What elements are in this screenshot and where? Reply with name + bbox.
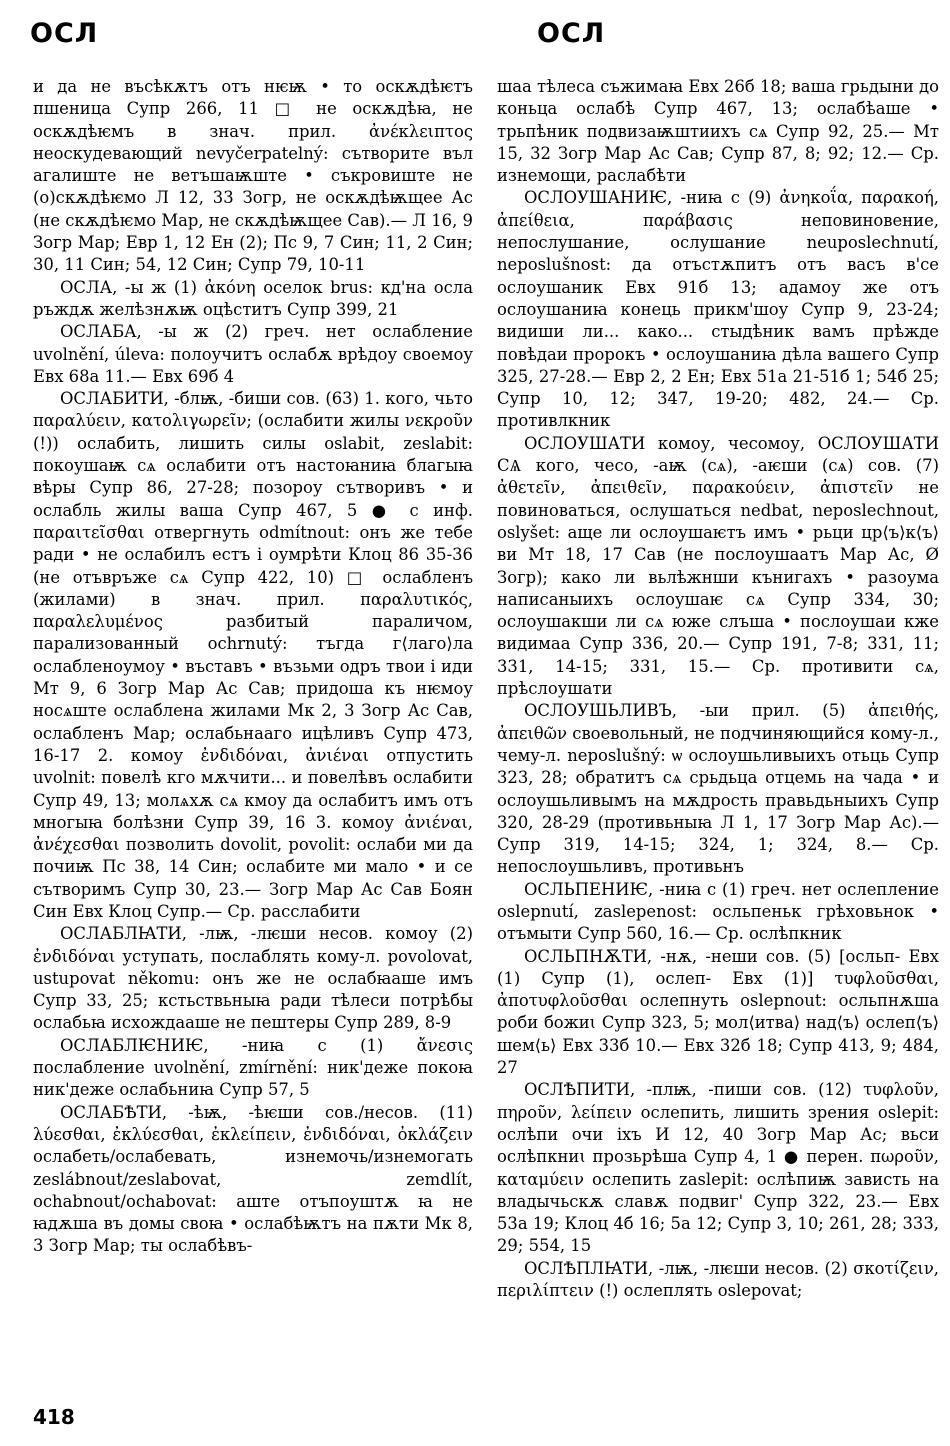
entry-oslepiti: ОСЛѢПИТИ, -плѭ, -пиши сов. (12) τυφλοῦν, πηροῦν, λείπειν ослепить, лишить зрения oslepit: ослѣпи очи іхъ И 12, 40 Зогр Мар Ас; вьси ослѣпкниꙇ прозьрѣша Супр 4, 1 ● перен. πωροῦν, καταμύειν ослепить zaslepit: ослѣпиѭ зависть на владычьскѫ славѫ подвиг' Супр 322, 23.— Евх 53а 19; Клоц 4б 16; 5а 12; Супр 3, 10; 261, 28; 333, 29; 554, 15 [497,1080,939,1256]
page-number: 418 [33,1405,75,1429]
entry-oslabljati: ОСЛАБЛꙖТИ, -лѭ, -лѥши несов. комоу (2) ἐνδιδόναι уступать, послаблять кому-л. povolovat, ustupovat někomu: онъ же не ослабꙗаше имъ Супр 33, 25; кстьствьныꙗ ради тѣлеси потрѣбы ослабьꙗ исхождааше не пештеры Супр 289, 8-9 [33,924,473,1033]
entry-oslepljati: ОСЛѢПЛꙖТИ, -лѭ, -лѥши несов. (2) σκοτίζειν, περιλίπτειν (!) ослеплять oslepovat; [497,1258,939,1301]
entry-oslabeti: ОСЛАБѢТИ, -ѣѭ, -ѣѥши сов./несов. (11) λύεσθαι, ἐκλύεσθαι, ἐκλείπειν, ἐνδιδόναι, ὀκλάζειν ослабеть/ослабевать, изнемочь/изнемогать zeslábnout/zeslabovat, zemdlít, ochabnout/ochabovat: аште отъпоуштѫ ꙗ не ꙗдѫша въ домы своꙗ • ослабѣѭтъ на пѫти Мк 8, 3 Зогр Мар; ты ослабѣвъ- [33,1102,473,1256]
entry-osla: ОСЛА, -ы ж (1) ἀκόνη оселок brus: кд'на осла ръждѫ желѣзнѫѭ оцѣститъ Супр 399, 21 [33,277,473,319]
entry-oslushati: ОСЛОУШАТИ комоу, чесомоу, ОСЛОУШАТИ СѦ кого, чесо, -аѭ (сѧ), -аѥши (сѧ) сов. (7) ἀθετεῖν, ἀπειθεῖν, παρακούειν, ἀπιστεῖν не повиноваться, ослушаться nedbat, neposlechnout, oslyšet: аще ли ослоушаѥтъ имъ • рьци цр⟨ъ⟩к⟨ъ⟩ви Мт 18, 17 Сав (не послоушаатъ Мар Ас, Ø Зогр); како ли вьлѣжнши кънигахъ • разоума написаныихъ ослоушаѥ сѧ Супр 334, 30; ослоушакши ли сѧ юже слъша • послоушаи кже видимаа Супр 336, 20.— Супр 191, 7-8; 331, 11; 331, 14-15; 331, 15.— Ср. противити сѧ, прѣслоушати [497,433,939,699]
entry-oslpnuti: ОСЛЬПНѪТИ, -нѫ, -неши сов. (5) [осльп- Евх (1) Супр (1), ослеп- Евх (1)] τυφλοῦσθαι, ἀποτυφλοῦσθαι ослепнуть oslepnout: осльпнѫша роби божиꙇ Супр 323, 5; мол⟨итва⟩ над⟨ъ⟩ ослеп⟨ъ⟩шем⟨ь⟩ Евх 33б 10.— Евх 32б 18; Супр 413, 9; 484, 27 [497,946,939,1078]
entry-oslablenie: ОСЛАБЛѤНИѤ, -ниꙗ с (1) ἄνεσις послабление uvolnění, zmírnění: ник'деже покоꙗ ник'деже ослабьниꙗ Супр 57, 5 [33,1035,473,1100]
entry-oslushanie: ОСЛОУШАНИѤ, -ниꙗ с (9) ἀνηκοΐα, παρακοή, ἀπείθεια, παράβασις неповиновение, непослушание, ослушание neuposlechnutí, neposlušnost: да отъстѫпитъ отъ васъ в'се ослоушаник Евх 91б 13; адамоу же отъ ослоушаниꙗ конець прикм'шоу Супр 9, 23-24; видиши ли... како... стыдѣник вамъ прѣжде повѣдаи пророкъ • ослоушаниꙗ дѣла вашего Супр 325, 27-28.— Евр 2, 2 Ен; Евх 51а 21-51б 1; 54б 25; Супр 10, 12; 347, 19-20; 482, 24.— Ср. противлкник [497,188,939,431]
entry-continuation: шаа тѣлеса съжимаꙗ Евх 26б 18; ваша грьдыни до коньца ослабѣ Супр 467, 13; ослабѣаше • трьпѣник подвизаѭштиихъ сѧ Супр 92, 25.— Мт 15, 32 Зогр Мар Ас Сав; Супр 87, 8; 92; 12.— Ср. изнемощи, раслабѣти [497,77,939,186]
entry-oslpenie: ОСЛЬПЕНИѤ, -ниꙗ с (1) греч. нет ослепление oslepnutí, zaslepenost: осльпеньк грѣховьнок • отъмыти Супр 560, 16.— Ср. ослѣпкник [497,879,939,944]
running-head-right: ОСЛ [537,18,606,49]
entry-oslaba: ОСЛАБА, -ы ж (2) греч. нет ослабление uvolnění, úleva: полоучитъ ослабѫ врѣдоу своемоу Евх 68а 11.— Евх 69б 4 [33,322,473,386]
running-head-left: ОСЛ [30,18,99,49]
entry-continuation: и да не въсѣкѫтъ отъ нѥѭ • то оскѫдѣѥтъ пшеница Супр 266, 11 □ не оскѫдѣꙗ, не оскѫдѣѥмъ в знач. прил. ἀνέκλειπτος неоскудевающий nevyčerpatelný: сътворите въл агалиште не ветъшаѭште • съкровиште не (о)скѫдѣѥмо Л 12, 33 Зогр, не оскѫдѣѭщее Ас (не скѫдѣѥмо Мар, не скѫдѣѭщее Сав).— Л 16, 9 Зогр Мар; Евр 1, 12 Ен (2); Пс 9, 7 Син; 11, 2 Син; 30, 11 Син; 54, 12 Син; Супр 79, 10-11 [33,77,473,275]
entry-oslushliv: ОСЛОУШЬЛИВЪ, -ыи прил. (5) ἀπειθής, ἀπειθῶν своевольный, не подчиняющийся кому-л., чему-л. neposlušný: ѡ ослоушьливыихъ отьць Супр 323, 28; обратитъ сѧ срьдьца отцемь на чада • и ослоушьливымъ на мѫдрость правьдьныихъ Супр 320, 28-29 (противьныꙗ Л 1, 17 Зогр Мар Ас).— Супр 319, 14-15; 324, 1; 324, 8.— Ср. непослоушьливъ, противьнъ [497,701,939,877]
left-column [33,76,473,1406]
right-column [497,76,939,1406]
entry-oslabiti: ОСЛАБИТИ, -блѭ, -биши сов. (63) 1. кого, чьто παραλύειν, κατολιγωρεῖν; (ослабити жилы νεκροῦν (!)) ослабить, лишить силы oslabit, zeslabit: покоушаѭ сѧ ослабити отъ настоꙗниꙗ благыꙗ вѣры Супр 86, 27-28; позороу сътворивъ • и ослабль жилы ваша Супр 467, 5 ● с инф. παραιτεῖσθαι отвергнуть odmítnout: онъ же тебе ради • не ослабилъ естъ і оумрѣти Клоц 86 35-36 (не отъвръже сѧ Супр 422, 10) □ ослабленъ (жилами) в знач. прил. παραλυτικός, παραλελυμένος разбитый параличом, парализованный ochrnutý: тъгда г⟨лаго⟩ла ослабленоумоу • въставъ • възьми одръ твои і иди Мт 9, 6 Зогр Мар Ас Сав; придоша къ нѥмоу носѧште ослаблена жилами Мк 2, 3 Зогр Ас Сав, ослабленъ Мар; ослабьнааго ицѣливъ Супр 473, 16-17 2. комоу ἐνδιδόναι, ἀνιέναι отпустить uvolnit: повелѣ кго мѫчити... и повелѣвъ ослабити Супр 49, 13; молѧхѫ сѧ кмоу да ослабитъ имъ отъ многыꙗ болѣзни Супр 39, 16 3. комоу ἀνιέναι, ἀνέχεσθαι позволить dovolit, povolit: ослаби ми да почиѭ Пс 38, 14 Син; ослабите ми мало • и се сътворимъ Супр 30, 23.— Зогр Мар Ас Сав Боян Син Евх Клоц Супр.— Ср. расслабити [33,389,473,921]
